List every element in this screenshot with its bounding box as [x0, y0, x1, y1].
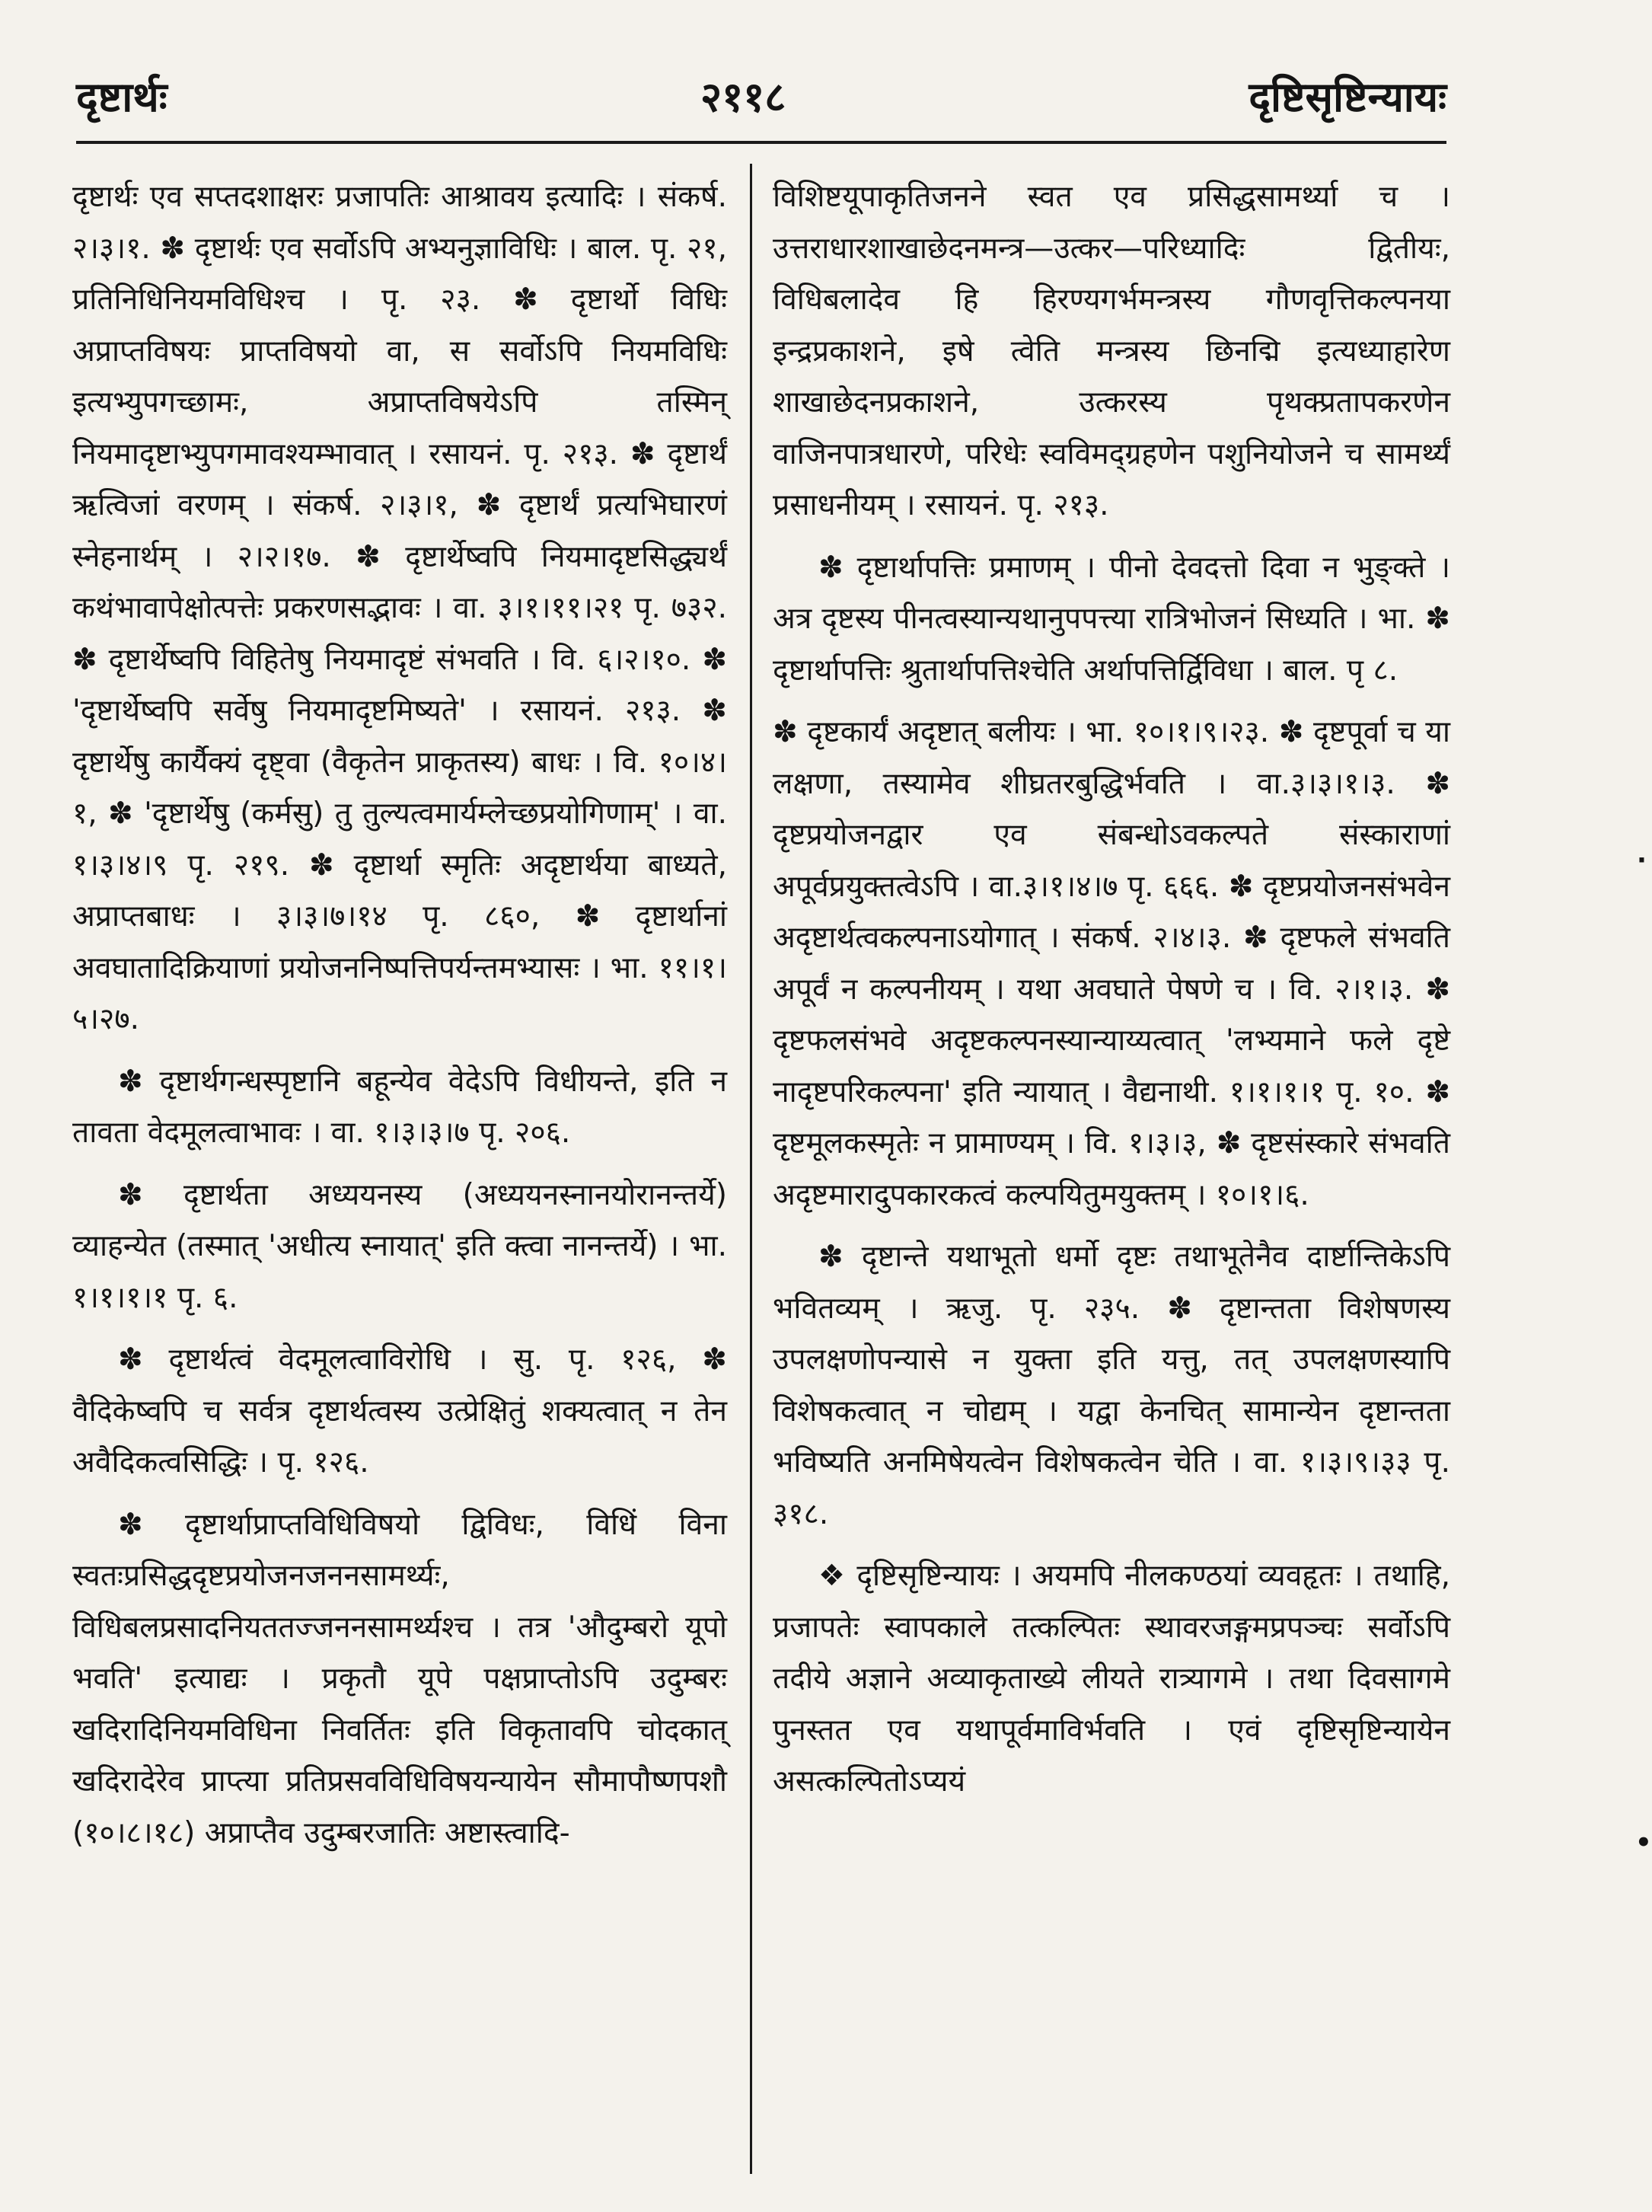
right-column: [773, 171, 1450, 1818]
right-para-2: ✽ दृष्टार्थापत्तिः प्रमाणम् । पीनो देवदत्तो दिवा न भुङ्क्ते । अत्र दृष्टस्य पीनत्वस्यान्यथानुपपत्त्या रात्रिभोजनं सिध्यति । भा. ✽ दृष्टार्थापत्तिः श्रुतार्थापत्तिश्चेति अर्थापत्तिर्द्विविधा । बाल. पृ ८.: [773, 550, 1450, 688]
left-para-2: ✽ दृष्टार्थगन्धस्पृष्टानि बहून्येव वेदेऽपि विधीयन्ते, इति न तावता वेदमूलत्वाभावः । वा. १।३।३।७ पृ. २०६.: [72, 1064, 727, 1150]
right-para-3: ✽ दृष्टकार्यं अदृष्टात् बलीयः । भा. १०।१।९।२३. ✽ दृष्टपूर्वा च या लक्षणा, तस्यामेव शीघ्रतरबुद्धिर्भवति । वा.३।३।१।३. ✽ दृष्टप्रयोजनद्वार एव संबन्धोऽवकल्पते संस्काराणां अपूर्वप्रयुक्तत्वेऽपि । वा.३।१।४।७ पृ. ६६६. ✽ दृष्टप्रयोजनसंभवेन अदृष्टार्थत्वकल्पनाऽयोगात् । संकर्ष. २।४।३. ✽ दृष्टफले संभवति अपूर्वं न कल्पनीयम् । यथा अवघाते पेषणे च । वि. २।१।३. ✽ दृष्टफलसंभवे अदृष्टकल्पनस्यान्याय्यत्वात् 'लभ्यमाने फले दृष्टे नादृष्टपरिकल्पना' इति न्यायात् । वैद्यनाथी. १।१।१।१ पृ. १०. ✽ दृष्टमूलकस्मृतेः न प्रामाण्यम् । वि. १।३।३, ✽ दृष्टसंस्कारे संभवति अदृष्टमारादुपकारकत्वं कल्पयितुमयुक्तम् । १०।१।६.: [773, 715, 1450, 1212]
right-para-1: विशिष्टयूपाकृतिजनने स्वत एव प्रसिद्धसामर्थ्या च । उत्तराधारशाखाछेदनमन्त्र—उत्कर—परिध्यादिः द्वितीयः, विधिबलादेव हि हिरण्यगर्भमन्त्रस्य गौणवृत्तिकल्पनया इन्द्रप्रकाशने, इषे त्वेति मन्त्रस्य छिनद्मि इत्यध्याहारेण शाखाछेदनप्रकाशने, उत्करस्य पृथक्प्रतापकरणेन वाजिनपात्रधारणे, परिधेः स्वविमद्ग्रहणेन पशुनियोजने च सामर्थ्यं प्रसाधनीयम् । रसायनं. पृ. २१३.: [773, 180, 1451, 522]
header-left-keyword: दृष्टार्थः: [76, 73, 167, 121]
page-header: [76, 67, 1446, 136]
left-para-4: ✽ दृष्टार्थत्वं वेदमूलत्वाविरोधि । सु. पृ. १२६, ✽ वैदिकेष्वपि च सर्वत्र दृष्टार्थत्वस्य उत्प्रेक्षितुं शक्यत्वात् न तेन अवैदिकत्वसिद्धिः । पृ. १२६.: [72, 1342, 727, 1479]
right-para-5: ❖ दृष्टिसृष्टिन्यायः । अयमपि नीलकण्ठयां व्यवहृतः । तथाहि, प्रजापतेः स्वापकाले तत्कल्पितः स्थावरजङ्गमप्रपञ्चः सर्वोऽपि तदीये अज्ञाने अव्याकृताख्ये लीयते रात्र्यागमे । तथा दिवसागमे पुनस्तत एव यथापूर्वमाविर्भवति । एवं दृष्टिसृष्टिन्यायेन असत्कल्पितोऽप्ययं: [773, 1559, 1450, 1799]
header-rule: [76, 141, 1446, 144]
left-para-1: दृष्टार्थः एव सप्तदशाक्षरः प्रजापतिः आश्रावय इत्यादिः । संकर्ष. २।३।१. ✽ दृष्टार्थः एव सर्वोऽपि अभ्यनुज्ञाविधिः । बाल. पृ. २१, प्रतिनिधिनियमविधिश्च । पृ. २३. ✽ दृष्टार्थो विधिः अप्राप्तविषयः प्राप्तविषयो वा, स सर्वोऽपि नियमविधिः इत्यभ्युपगच्छामः, अप्राप्तविषयेऽपि तस्मिन् नियमादृष्टाभ्युपगमावश्यम्भावात् । रसायनं. पृ. २१३. ✽ दृष्टार्थं ऋत्विजां वरणम् । संकर्ष. २।३।१, ✽ दृष्टार्थं प्रत्यभिघारणं स्नेहनार्थम् । २।२।१७. ✽ दृष्टार्थेष्वपि नियमादृष्टसिद्ध्यर्थं कथंभावापेक्षोत्पत्तेः प्रकरणसद्भावः । वा. ३।१।११।२१ पृ. ७३२. ✽ दृष्टार्थेष्वपि विहितेषु नियमादृष्टं संभवति । वि. ६।२।१०. ✽ 'दृष्टार्थेष्वपि सर्वेषु नियमादृष्टमिष्यते' । रसायनं. २१३. ✽ दृष्टार्थेषु कार्यैक्यं दृष्ट्वा (वैकृतेन प्राकृतस्य) बाधः । वि. १०।४।१, ✽ 'दृष्टार्थेषु (कर्मसु) तु तुल्यत्वमार्यम्लेच्छप्रयोगिणाम्' । वा. १।३।४।९ पृ. २१९. ✽ दृष्टार्था स्मृतिः अदृष्टार्थया बाध्यते, अप्राप्तबाधः । ३।३।७।१४ पृ. ८६०, ✽ दृष्टार्थानां अवघातादिक्रियाणां प्रयोजननिष्पत्तिपर्यन्तमभ्यासः । भा. ११।१।५।२७.: [72, 180, 727, 1036]
column-divider: [750, 164, 752, 2174]
left-para-3: ✽ दृष्टार्थता अध्ययनस्य (अध्ययनस्नानयोरानन्तर्ये) व्याहन्येत (तस्मात् 'अधीत्य स्नायात्' इति क्त्वा नानन्तर्ये) । भा. १।१।१।१ पृ. ६.: [72, 1177, 727, 1315]
page-number: २११८: [700, 73, 786, 121]
edge-mark-bottom: •: [1635, 1827, 1652, 1858]
left-column: [72, 171, 727, 1869]
right-para-4: ✽ दृष्टान्ते यथाभूतो धर्मो दृष्टः तथाभूतेनैव दार्ष्टान्तिकेऽपि भवितव्यम् । ऋजु. पृ. २३५. ✽ दृष्टान्तता विशेषणस्य उपलक्षणोपन्यासे न युक्ता इति यत्तु, तत् उपलक्षणस्यापि विशेषकत्वात् न चोद्यम् । यद्वा केनचित् सामान्येन दृष्टान्तता भविष्यति अनमिषेयत्वेन विशेषकत्वेन चेति । वा. १।३।९।३३ पृ. ३१८.: [773, 1240, 1450, 1531]
left-para-5: ✽ दृष्टार्थाप्राप्तविधिविषयो द्विविधः, विधिं विना स्वतःप्रसिद्धदृष्टप्रयोजनजननसामर्थ्यः, विधिबलप्रसादनियततज्जननसामर्थ्यश्च । तत्र 'औदुम्बरो यूपो भवति' इत्याद्यः । प्रकृतौ यूपे पक्षप्राप्तोऽपि उदुम्बरः खदिरादिनियमविधिना निवर्तितः इति विकृतावपि चोदकात् खदिरादेरेव प्राप्त्या प्रतिप्रसवविधिविषयन्यायेन सौमापौष्णपशौ (१०।८।१८) अप्राप्तैव उदुम्बरजातिः अष्टास्त्वादि-: [72, 1507, 727, 1850]
header-right-keyword: दृष्टिसृष्टिन्यायः: [1249, 73, 1446, 121]
edge-mark-top: ·: [1637, 845, 1647, 876]
